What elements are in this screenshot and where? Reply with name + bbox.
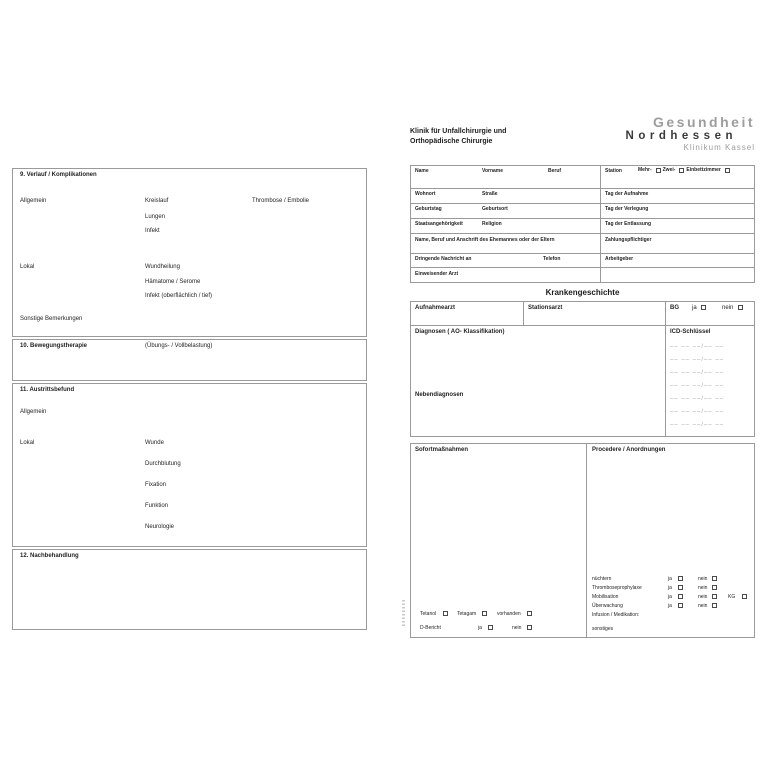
field-d-bericht: D-Bericht xyxy=(420,625,441,631)
section12-title: 12. Nachbehandlung xyxy=(20,553,79,559)
nuechtern-ja-label: ja xyxy=(668,576,672,582)
patient-row-line-2 xyxy=(410,203,755,204)
label-haematome-serome: Hämatome / Serome xyxy=(145,279,201,285)
option-zweibettzimmer: Zwei- xyxy=(662,167,676,173)
field-religion: Religion xyxy=(482,221,502,227)
vertical-form-code xyxy=(402,600,405,626)
label-fixation: Fixation xyxy=(145,482,167,488)
kg-divider-icd xyxy=(665,301,666,437)
section9-title: 9. Verlauf / Komplikationen xyxy=(20,172,97,178)
thrombose-ja-checkbox xyxy=(678,585,683,590)
label-neurologie: Neurologie xyxy=(145,524,175,530)
icd-code-line-4: –– –– ––/–– –– xyxy=(670,383,725,389)
patient-row-line-6 xyxy=(410,267,755,268)
item-mobilisation: Mobilisation xyxy=(592,594,619,600)
tetagam-checkbox xyxy=(482,611,487,616)
label-kreislauf: Kreislauf xyxy=(145,198,169,204)
label-uebungs-vollbelastung: (Übungs- / Vollbelastung) xyxy=(145,343,213,349)
field-strasse: Straße xyxy=(482,191,498,197)
kg-divider-stationsarzt xyxy=(523,301,524,325)
section-nachbehandlung xyxy=(12,549,367,630)
field-vorhanden: vorhanden xyxy=(497,611,521,617)
field-vorname: Vorname xyxy=(482,168,504,174)
field-einweisender-arzt: Einweisender Arzt xyxy=(415,271,459,277)
label-funktion: Funktion xyxy=(145,503,169,509)
field-tag-der-verlegung: Tag der Verlegung xyxy=(605,206,649,212)
mobilisation-ja-label: ja xyxy=(668,594,672,600)
field-aufnahmearzt: Aufnahmearzt xyxy=(415,305,456,311)
field-diagnosen: Diagnosen ( AO- Klassifikation) xyxy=(415,329,505,335)
kg-row-line xyxy=(410,325,755,326)
d-bericht-nein-checkbox xyxy=(527,625,532,630)
nuechtern-ja-checkbox xyxy=(678,576,683,581)
thrombose-ja-label: ja xyxy=(668,585,672,591)
field-tetanol: Tetanol xyxy=(420,611,437,617)
bg-ja-checkbox xyxy=(701,305,706,310)
field-tetagam: Tetagam xyxy=(457,611,477,617)
field-nebendiagnosen: Nebendiagnosen xyxy=(415,392,464,398)
label-wunde: Wunde xyxy=(145,440,164,446)
label-allgemein-austritt: Allgemein xyxy=(20,409,47,415)
patient-row-line-4 xyxy=(410,233,755,234)
field-geburtsort: Geburtsort xyxy=(482,206,508,212)
field-bg: BG xyxy=(670,305,679,311)
patient-row-line-3 xyxy=(410,218,755,219)
field-name: Name xyxy=(415,168,429,174)
logo-klinikum-kassel: Klinikum Kassel xyxy=(683,143,755,152)
icd-code-line-7: –– –– ––/–– –– xyxy=(670,422,725,428)
label-sonstige-bemerkungen: Sonstige Bemerkungen xyxy=(20,316,83,322)
bg-ja-label: ja xyxy=(692,305,697,311)
item-nuechtern: nüchtern xyxy=(592,576,612,582)
section-austrittsbefund xyxy=(12,383,367,547)
label-lokal: Lokal xyxy=(20,264,35,270)
logo-gesundheit: Gesundheit xyxy=(652,114,755,130)
icd-code-line-5: –– –– ––/–– –– xyxy=(670,396,725,402)
d-bericht-ja-label: ja xyxy=(478,625,482,631)
mobilisation-kg-label: KG xyxy=(728,594,736,600)
label-infekt-oberflaechlich-tief: Infekt (oberflächlich / tief) xyxy=(145,293,213,299)
field-stationsarzt: Stationsarzt xyxy=(528,305,563,311)
label-infekt: Infekt xyxy=(145,228,160,234)
label-durchblutung: Durchblutung xyxy=(145,461,181,467)
mehrbettzimmer-checkbox xyxy=(656,168,661,173)
mobilisation-nein-checkbox xyxy=(712,594,717,599)
ueberwachung-nein-label: nein xyxy=(698,603,708,609)
mobilisation-nein-label: nein xyxy=(698,594,708,600)
mobilisation-kg-checkbox xyxy=(742,594,747,599)
field-zahlungspflichtiger: Zahlungspflichtiger xyxy=(605,237,652,243)
label-lungen: Lungen xyxy=(145,214,166,220)
krankengeschichte-heading: Krankengeschichte xyxy=(545,288,620,297)
einbettzimmer-checkbox xyxy=(725,168,730,173)
icd-code-line-3: –– –– ––/–– –– xyxy=(670,370,725,376)
thrombose-nein-label: nein xyxy=(698,585,708,591)
label-lokal-austritt: Lokal xyxy=(20,440,35,446)
field-staatsangehoerigkeit: Staatsangehörigkeit xyxy=(415,221,463,227)
ueberwachung-ja-label: ja xyxy=(668,603,672,609)
tetanol-checkbox xyxy=(443,611,448,616)
gesundheit-nordhessen-logo xyxy=(626,115,755,153)
field-dringende-nachricht: Dringende Nachricht an xyxy=(415,256,472,262)
section-verlauf-komplikationen xyxy=(12,168,367,337)
field-icd-schluessel: ICD-Schlüssel xyxy=(670,329,711,335)
field-geburtstag: Geburtstag xyxy=(415,206,442,212)
field-wohnort: Wohnort xyxy=(415,191,436,197)
option-mehrbettzimmer: Mehr- xyxy=(638,167,652,173)
patient-row-line-5 xyxy=(410,253,755,254)
thrombose-nein-checkbox xyxy=(712,585,717,590)
nuechtern-nein-checkbox xyxy=(712,576,717,581)
label-thrombose-embolie: Thrombose / Embolie xyxy=(252,198,310,204)
field-sofortmassnahmen: Sofortmaßnahmen xyxy=(415,447,469,453)
item-thromboseprophylaxe: Thromboseprophylaxe xyxy=(592,585,642,591)
nuechtern-nein-label: nein xyxy=(698,576,708,582)
clinic-title xyxy=(410,127,506,147)
patient-row-line-1 xyxy=(410,188,755,189)
sofort-divider xyxy=(586,443,587,638)
icd-code-line-6: –– –– ––/–– –– xyxy=(670,409,725,415)
field-telefon: Telefon xyxy=(543,256,561,262)
d-bericht-ja-checkbox xyxy=(488,625,493,630)
field-tag-der-entlassung: Tag der Entlassung xyxy=(605,221,652,227)
krankengeschichte-table xyxy=(410,301,755,437)
field-station: Station xyxy=(605,168,622,174)
clinic-title-line2: Orthopädische Chirurgie xyxy=(410,138,493,145)
ueberwachung-nein-checkbox xyxy=(712,603,717,608)
logo-nordhessen: Nordhessen xyxy=(625,130,737,142)
vorhanden-checkbox xyxy=(527,611,532,616)
patient-table-divider xyxy=(600,165,601,283)
field-tag-der-aufnahme: Tag der Aufnahme xyxy=(605,191,649,197)
field-procedere-anordnungen: Procedere / Anordnungen xyxy=(592,447,666,453)
zimmer-options xyxy=(638,167,730,173)
item-sonstiges: sonstiges xyxy=(592,626,614,632)
item-infusion-medikation: Infusion / Medikation: xyxy=(592,612,640,618)
label-allgemein: Allgemein xyxy=(20,198,47,204)
ueberwachung-ja-checkbox xyxy=(678,603,683,608)
field-arbeitgeber: Arbeitgeber xyxy=(605,256,634,262)
section10-title: 10. Bewegungstherapie xyxy=(20,343,88,349)
clinic-title-line1: Klinik für Unfallchirurgie und xyxy=(410,128,507,135)
option-einbettzimmer: Einbettzimmer xyxy=(686,167,721,173)
icd-code-line-1: –– –– ––/–– –– xyxy=(670,344,725,350)
d-bericht-nein-label: nein xyxy=(512,625,522,631)
bg-nein-checkbox xyxy=(738,305,743,310)
item-ueberwachung: Überwachung xyxy=(592,603,623,609)
field-ehemann-eltern: Name, Beruf und Anschrift des Ehemannes oder der Eltern xyxy=(415,237,555,243)
field-beruf: Beruf xyxy=(548,168,562,174)
label-wundheilung: Wundheilung xyxy=(145,264,180,270)
bg-nein-label: nein xyxy=(722,305,734,311)
mobilisation-ja-checkbox xyxy=(678,594,683,599)
icd-code-line-2: –– –– ––/–– –– xyxy=(670,357,725,363)
section11-title: 11. Austrittsbefund xyxy=(20,387,75,393)
zweibettzimmer-checkbox xyxy=(679,168,684,173)
